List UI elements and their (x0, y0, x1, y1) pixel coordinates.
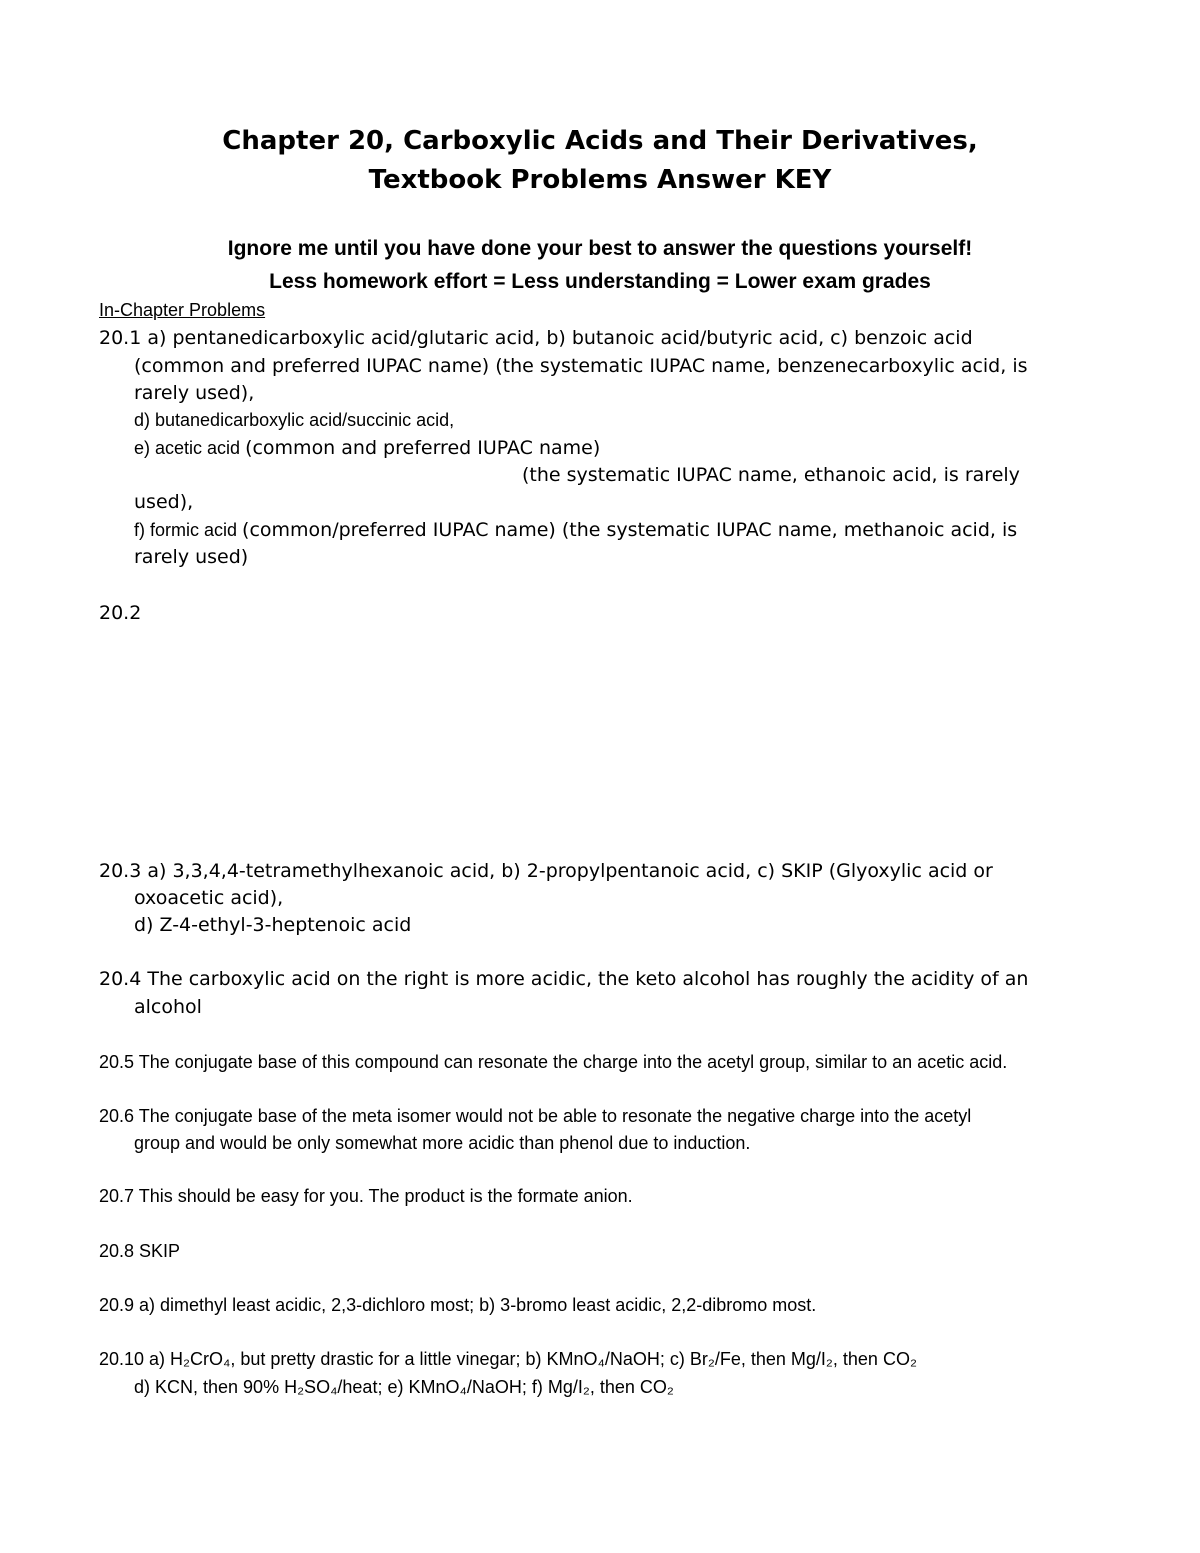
problem-line (134, 519, 1017, 541)
problem-line: rarely used) (134, 546, 249, 568)
title-line-2: Textbook Problems Answer KEY (368, 165, 832, 195)
problem-20-7: 20.7 This should be easy for you. The product is the formate anion. (99, 1186, 633, 1206)
problem-20-9: 20.9 a) dimethyl least acidic, 2,3-dichloro most; b) 3-bromo least acidic, 2,2-dibromo most. (99, 1295, 817, 1315)
problem-line: alcohol (134, 996, 202, 1018)
problem-line-part: (common/preferred IUPAC name) (the systematic IUPAC name, methanoic acid, is (242, 519, 1018, 541)
section-heading: In-Chapter Problems (99, 300, 266, 320)
problem-line: (common and preferred IUPAC name) (the systematic IUPAC name, benzenecarboxylic acid, is (134, 355, 1028, 377)
problem-line-part: e) acetic acid (134, 438, 246, 458)
problem-20-5: 20.5 The conjugate base of this compound can resonate the charge into the acetyl group, similar to an acetic acid. (99, 1052, 1008, 1072)
problem-line: 20.6 The conjugate base of the meta isomer would not be able to resonate the negative charge into the acetyl (99, 1106, 972, 1126)
problem-line: oxoacetic acid), (134, 887, 284, 909)
warning-line-2: Less homework effort = Less understanding = Lower exam grades (269, 270, 931, 293)
problem-line: rarely used), (134, 382, 255, 404)
title-line-1: Chapter 20, Carboxylic Acids and Their Derivatives, (222, 126, 978, 156)
problem-line (134, 437, 600, 459)
problem-line: d) Z-4-ethyl-3-heptenoic acid (134, 914, 412, 936)
problem-line: 20.3 a) 3,3,4,4-tetramethylhexanoic acid, b) 2-propylpentanoic acid, c) SKIP (Glyoxylic acid or (99, 860, 993, 882)
problem-20-8: 20.8 SKIP (99, 1241, 181, 1261)
problem-line: 20.1 a) pentanedicarboxylic acid/glutaric acid, b) butanoic acid/butyric acid, c) benzoic acid (99, 327, 973, 349)
problem-line-part: (common and preferred IUPAC name) (245, 437, 601, 459)
problem-line: 20.4 The carboxylic acid on the right is more acidic, the keto alcohol has roughly the acidity of an (99, 968, 1029, 990)
problem-line: d) KCN, then 90% H₂SO₄/heat; e) KMnO₄/NaOH; f) Mg/I₂, then CO₂ (134, 1377, 674, 1397)
problem-line: used), (134, 491, 194, 513)
warning-line-1: Ignore me until you have done your best to answer the questions yourself! (227, 237, 973, 260)
problem-line: (the systematic IUPAC name, ethanoic acid, is rarely (522, 464, 1020, 486)
problem-line: d) butanedicarboxylic acid/succinic acid, (134, 410, 455, 430)
problem-line-part: f) formic acid (134, 520, 243, 540)
problem-line: group and would be only somewhat more acidic than phenol due to induction. (134, 1133, 751, 1153)
problem-line: 20.10 a) H₂CrO₄, but pretty drastic for a little vinegar; b) KMnO₄/NaOH; c) Br₂/Fe, then Mg/I₂, then CO₂ (99, 1349, 917, 1369)
problem-20-2: 20.2 (99, 602, 142, 624)
